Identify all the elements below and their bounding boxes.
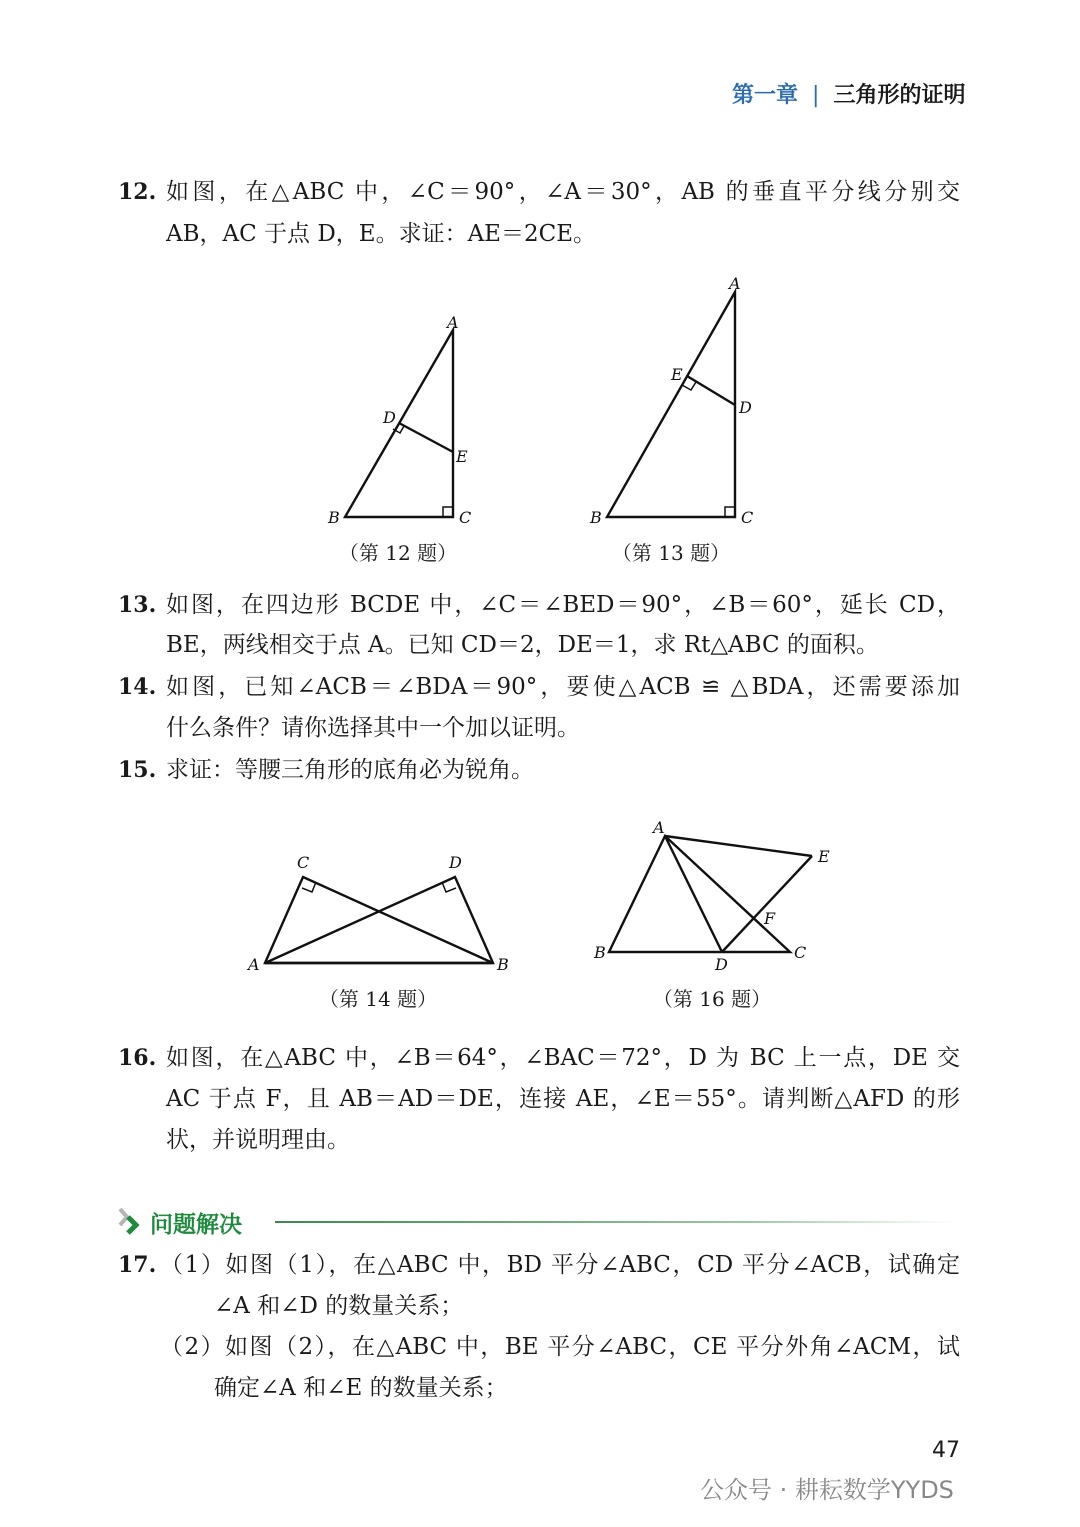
label-e: E bbox=[818, 847, 830, 866]
label-e: E bbox=[671, 365, 683, 384]
problem-text: 确定∠A 和∠E 的数量关系； bbox=[214, 1375, 508, 1401]
problem-text: 状，并说明理由。 bbox=[166, 1127, 350, 1153]
figure-caption: （第 16 题） bbox=[652, 987, 772, 1011]
problem-text: 如图，在△ABC 中，∠B＝64°，∠BAC＝72°，D 为 BC 上一点，DE 交 bbox=[166, 1045, 960, 1071]
problem-number: 12. bbox=[118, 179, 157, 205]
watermark: 公众号 · 耕耘数学YYDS bbox=[700, 1476, 954, 1504]
problem-text: 求证：等腰三角形的底角必为锐角。 bbox=[166, 757, 534, 783]
label-a: A bbox=[248, 955, 260, 974]
label-b: B bbox=[497, 955, 509, 974]
figure-caption: （第 14 题） bbox=[318, 987, 438, 1011]
label-d: D bbox=[449, 853, 462, 872]
label-d: D bbox=[715, 955, 728, 974]
problem-text: （2）如图（2），在△ABC 中，BE 平分∠ABC，CE 平分外角∠ACM，试 bbox=[160, 1334, 960, 1360]
chapter-title: 三角形的证明 bbox=[833, 83, 966, 108]
problem-text: ∠A 和∠D 的数量关系； bbox=[214, 1293, 464, 1319]
problem-text: （1）如图（1），在△ABC 中，BD 平分∠ABC，CD 平分∠ACB，试确定 bbox=[160, 1252, 960, 1278]
label-c: C bbox=[297, 853, 310, 872]
problem-number: 17. bbox=[118, 1252, 157, 1278]
label-b: B bbox=[590, 508, 602, 527]
label-c: C bbox=[794, 943, 807, 962]
problem-text: 如图，在四边形 BCDE 中，∠C＝∠BED＝90°，∠B＝60°，延长 CD， bbox=[166, 592, 960, 618]
problem-text: AC 于点 F，且 AB＝AD＝DE，连接 AE，∠E＝55°。请判断△AFD 的形 bbox=[166, 1086, 961, 1112]
problem-text: 如图，在△ABC 中，∠C＝90°，∠A＝30°，AB 的垂直平分线分别交 bbox=[166, 179, 960, 205]
figure-14 bbox=[265, 877, 493, 963]
label-c: C bbox=[459, 508, 472, 527]
page-number: 47 bbox=[932, 1438, 960, 1463]
figure-caption: （第 13 题） bbox=[611, 541, 731, 565]
chapter-label: 第一章 bbox=[732, 83, 799, 108]
label-a: A bbox=[729, 274, 741, 293]
label-b: B bbox=[594, 943, 606, 962]
problem-number: 15. bbox=[118, 757, 157, 783]
label-f: F bbox=[764, 909, 776, 928]
label-d: D bbox=[739, 398, 752, 417]
label-d: D bbox=[383, 408, 396, 427]
problem-text: 如图，已知∠ACB＝∠BDA＝90°，要使△ACB ≌ △BDA，还需要添加 bbox=[166, 674, 960, 700]
problem-text: BE，两线相交于点 A。已知 CD＝2，DE＝1，求 Rt△ABC 的面积。 bbox=[166, 632, 879, 658]
figure-caption: （第 12 题） bbox=[338, 541, 458, 565]
section-title: 问题解决 bbox=[150, 1211, 242, 1238]
figure-12 bbox=[345, 330, 453, 517]
figure-13 bbox=[607, 292, 735, 517]
label-a: A bbox=[447, 313, 459, 332]
problem-number: 13. bbox=[118, 592, 157, 618]
figure-16 bbox=[609, 836, 812, 952]
problem-number: 16. bbox=[118, 1045, 157, 1071]
problem-text: 什么条件？请你选择其中一个加以证明。 bbox=[166, 715, 580, 741]
problem-text: AB，AC 于点 D，E。求证：AE＝2CE。 bbox=[166, 221, 596, 247]
label-e: E bbox=[456, 447, 468, 466]
header-separator: | bbox=[812, 83, 820, 108]
label-a: A bbox=[653, 818, 665, 837]
label-c: C bbox=[741, 508, 754, 527]
label-b: B bbox=[328, 508, 340, 527]
problem-number: 14. bbox=[118, 674, 157, 700]
